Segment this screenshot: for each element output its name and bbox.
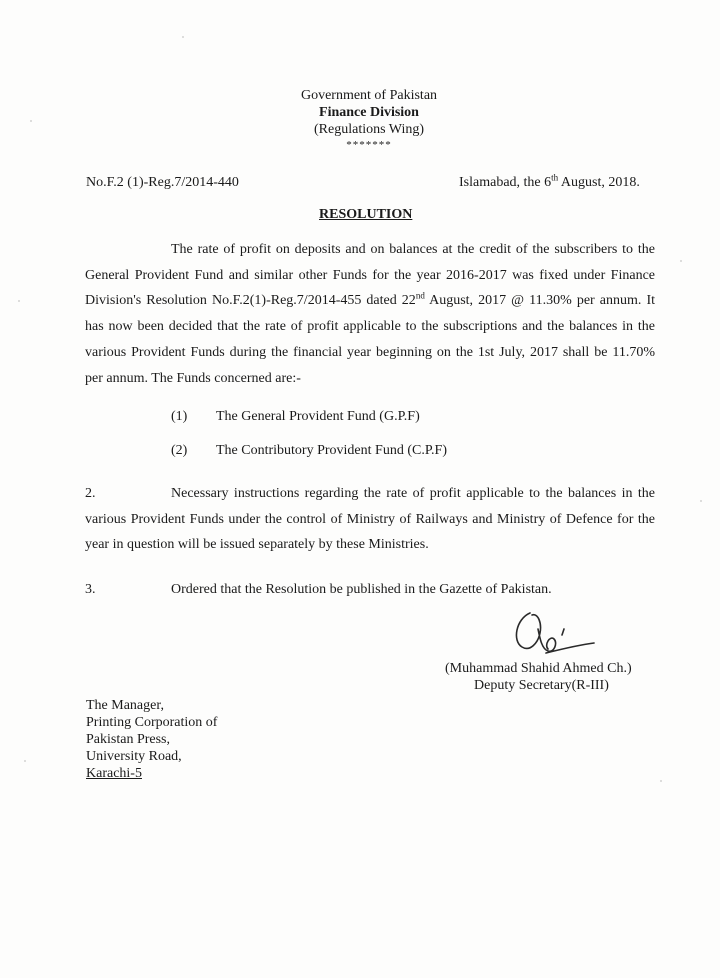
fund-item-number: (1) [171,409,188,424]
addressee-line: University Road, [86,749,182,764]
paragraph-3-number: 3. [85,582,96,597]
paragraph-1-sup: nd [415,290,425,301]
scan-speck [700,500,702,502]
place-date [459,172,640,191]
fund-item-label: The General Provident Fund (G.P.F) [216,409,420,424]
scan-speck [30,120,32,122]
paragraph-2-text: Necessary instructions regarding the rate of profit applicable to the balances in the various Provident Funds under the control of Ministry of Railways and Ministry of Defence for the year in question will be issued separately by these Ministries. [85,486,655,553]
scan-speck [182,36,184,38]
addressee-line: Printing Corporation of [86,715,218,730]
document-title: RESOLUTION [319,207,413,222]
signatory-name: (Muhammad Shahid Ahmed Ch.) [445,661,632,676]
place-date-sup: th [551,172,559,183]
signatory-designation: Deputy Secretary(R-III) [474,678,609,693]
scan-speck [680,260,682,262]
reference-number: No.F.2 (1)-Reg.7/2014-440 [86,175,239,190]
place-date-suffix: August, 2018. [558,175,640,190]
letterhead-government: Government of Pakistan [300,88,438,103]
paragraph-1 [85,237,655,391]
paragraph-1-text-b: August, 2017 @ 11.30% per annum. It has now been decided that the rate of profit applicable to the subscriptions and the balances in the various Provident Funds during the financial year beginning on the 1st July, 2017 shall be 11.70% per annum. The Funds concerned are:- [85,293,655,386]
addressee-block [86,697,217,782]
paragraph-2 [85,481,655,558]
fund-item-label: The Contributory Provident Fund (C.P.F) [216,443,448,458]
paragraph-2-number: 2. [85,486,96,501]
paragraph-3 [85,577,655,603]
letterhead-wing: (Regulations Wing) [314,122,424,137]
addressee-line: Pakistan Press, [86,732,170,747]
paragraph-3-text: Ordered that the Resolution be published in the Gazette of Pakistan. [171,582,552,597]
place-date-prefix: Islamabad, the 6 [459,175,552,190]
letterhead-division: Finance Division [319,105,419,120]
addressee-city: Karachi-5 [86,766,142,781]
addressee-line: The Manager, [86,698,164,713]
scan-speck [18,300,20,302]
letterhead-separator: ******* [346,139,392,151]
scan-speck [660,780,662,782]
paragraph-1-text-a: The rate of profit on deposits and on balances at the credit of the subscribers to the General Provident Fund and similar other Funds for the year 2016-2017 was fixed under Finance Division's Resolution No.F.2(1)-Reg.7/2014-455 dated 22 [85,242,655,309]
scan-speck [24,760,26,762]
fund-item-number: (2) [171,443,188,458]
handwritten-signature [508,605,598,661]
